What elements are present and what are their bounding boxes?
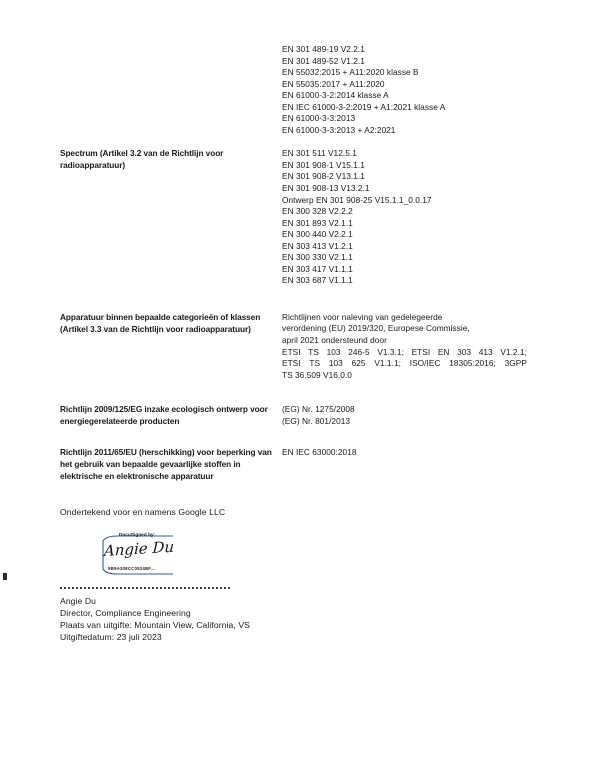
document-content <box>60 44 560 643</box>
standard-line: EN 301 511 V12.5.1 <box>282 148 357 159</box>
table-row <box>60 44 560 136</box>
standard-line: EN 301 908-1 V15.1.1 <box>282 159 365 170</box>
guideline-line: Richtlijnen voor naleving van gedelegeerde <box>282 311 443 322</box>
standard-line: EN 300 440 V2.2.1 <box>282 229 353 240</box>
etsi-token: V1.3.1; <box>377 346 404 357</box>
etsi-token: 413 <box>478 346 493 357</box>
standard-line: Ontwerp EN 301 908-25 V15.1.1_0.0.17 <box>282 194 432 205</box>
table-row-article33 <box>60 312 560 381</box>
docusign-caption: DocuSigned by: <box>119 532 156 538</box>
signatory-title: Director, Compliance Engineering <box>60 607 191 618</box>
etsi-token: EN <box>437 346 450 357</box>
standard-line: EN 61000-3-2:2014 klasse A <box>282 90 389 101</box>
standard-line: EN 303 687 V1.1.1 <box>282 275 353 286</box>
etsi-token: 18305:2016; <box>449 358 496 369</box>
row-label-ecodesign: Richtlijn 2009/125/EG inzake ecologisch ontwerp voor energiegerelateerde producten <box>60 404 268 426</box>
guideline-line: april 2021 ondersteund door <box>282 335 387 346</box>
standard-line: EN 300 328 V2.2.2 <box>282 206 353 217</box>
etsi-tail-line: TS 36.509 V16.0.0 <box>282 369 352 380</box>
signature-rule <box>60 587 230 589</box>
standard-line: EN 303 413 V1.2.1 <box>282 240 353 251</box>
etsi-token: ETSI <box>282 358 301 369</box>
etsi-token: TS <box>309 358 321 369</box>
etsi-token: ETSI <box>411 346 431 357</box>
standard-line: EN IEC 63000:2018 <box>282 447 357 458</box>
etsi-line <box>282 347 527 359</box>
place-of-issue: Plaats van uitgifte: Mountain View, California, VS <box>60 619 250 630</box>
standard-line: EN 301 489-52 V1.2.1 <box>282 55 365 66</box>
etsi-token: TS <box>308 346 319 357</box>
standard-line: EN 55035:2017 + A11:2020 <box>282 78 385 89</box>
standard-line: EN 55032:2015 + A11:2020 klasse B <box>282 67 419 78</box>
etsi-line <box>282 358 527 370</box>
etsi-token: V1.1.1; <box>374 358 401 369</box>
etsi-token: ETSI <box>282 346 301 357</box>
standard-line: EN 301 908-2 V13.1.1 <box>282 171 365 182</box>
date-of-issue: Uitgiftedatum: 23 juli 2023 <box>60 631 162 642</box>
standard-line: EN 300 330 V2.1.1 <box>282 252 353 263</box>
etsi-token: 625 <box>351 358 366 369</box>
margin-artifact <box>3 572 7 581</box>
standard-line: EN 303 417 V1.1.1 <box>282 263 353 274</box>
row-values-ecodesign <box>282 404 560 427</box>
etsi-token: 246-5 <box>348 346 370 357</box>
standard-line: EN 301 489-19 V2.2.1 <box>282 44 365 54</box>
row-label-spectrum: Spectrum (Artikel 3.2 van de Richtlijn voor radioapparatuur) <box>60 148 224 170</box>
etsi-token: 103 <box>326 346 341 357</box>
standard-line: EN 61000-3-3:2013 + A2:2021 <box>282 124 396 135</box>
row-label-rohs: Richtlijn 2011/65/EU (herschikking) voor beperking van het gebruik van bepaalde gevaarlijke stoffen in elektrische en elektronische apparatuur <box>60 447 272 481</box>
docusign-envelope-id: 9B9A308CC0524BF... <box>108 566 155 572</box>
table-row-ecodesign <box>60 404 560 427</box>
handwritten-signature: Angie Du <box>103 537 175 561</box>
standard-line: EN 61000-3-3:2013 <box>282 113 356 124</box>
etsi-token: V1.2.1; <box>500 346 527 357</box>
row-values-rohs <box>282 447 560 459</box>
row-values-spectrum <box>282 148 560 287</box>
etsi-token: 303 <box>457 346 472 357</box>
etsi-token: ISO/IEC <box>409 358 441 369</box>
guideline-line: verordening (EU) 2019/320, Europese Commissie, <box>282 323 470 334</box>
signed-on-behalf-text: Ondertekend voor en namens Google LLC <box>60 507 226 518</box>
standard-line: EN 301 893 V2.1.1 <box>282 217 353 228</box>
row-values <box>282 44 560 136</box>
etsi-token: 103 <box>328 358 343 369</box>
table-row-rohs <box>60 447 560 482</box>
regulation-line: (EG) Nr. 1275/2008 <box>282 404 355 415</box>
etsi-token: 3GPP <box>504 358 527 369</box>
signatory-name: Angie Du <box>60 596 97 607</box>
docusign-signature-stamp <box>66 533 216 577</box>
standard-line: EN 301 908-13 V13.2.1 <box>282 183 370 194</box>
standard-line: EN IEC 61000-3-2:2019 + A1:2021 klasse A <box>282 101 446 112</box>
table-row-spectrum <box>60 148 560 287</box>
row-values-article33 <box>282 312 560 381</box>
signatory-details <box>60 596 560 643</box>
regulation-line: (EG) Nr. 801/2013 <box>282 415 351 426</box>
row-label-article33: Apparatuur binnen bepaalde categorieën of klassen (Artikel 3.3 van de Richtlijn voor radioapparatuur) <box>60 311 261 334</box>
